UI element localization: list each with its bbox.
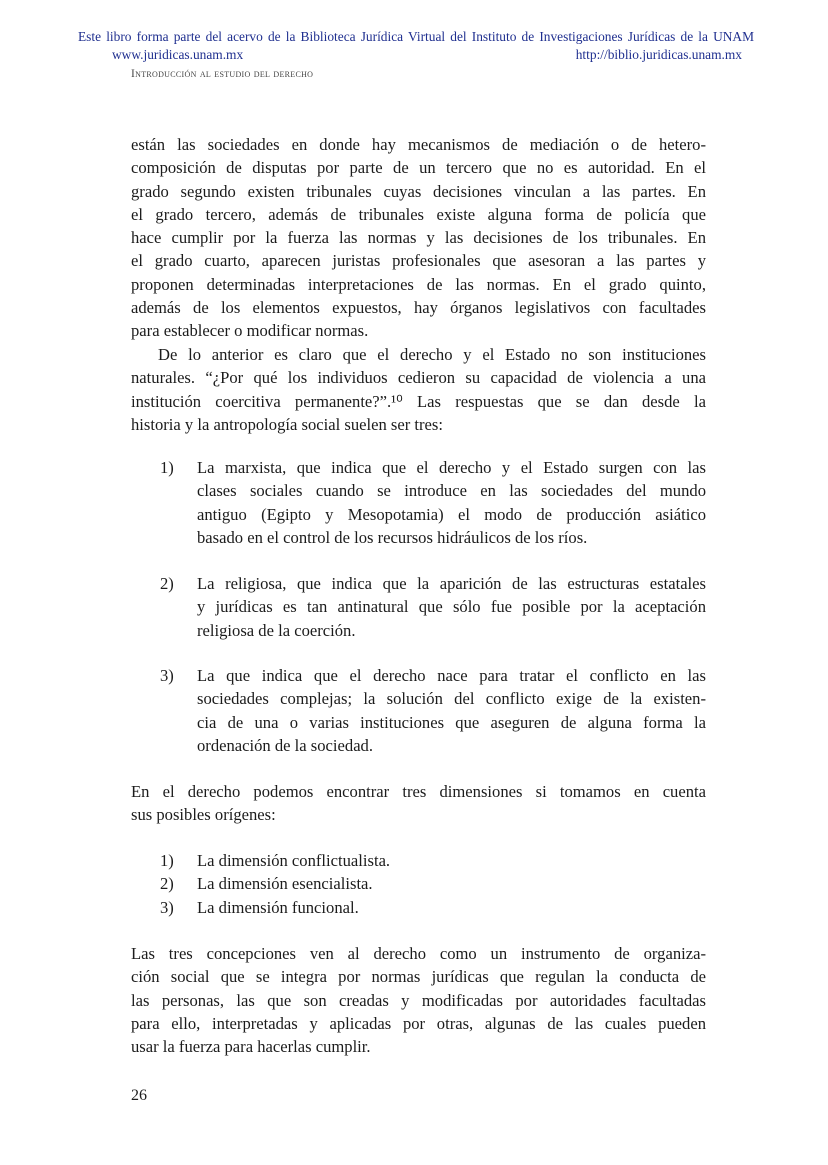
text-line: para establecer o modificar normas. [131,321,369,341]
paragraph-4 [131,942,706,1058]
text-line: En el derecho podemos encontrar tres dimensiones si tomamos en cuenta [131,782,706,801]
running-title: Introducción al estudio del derecho [131,68,314,80]
list-item-text [197,664,706,757]
text-line: historia y la antropología social suelen ser tres: [131,414,443,434]
text-line: las personas, las que son creadas y modificadas por autoridades facultadas [131,990,706,1010]
text-line: religiosa de la coerción. [197,620,356,640]
list-number: 1) [160,458,174,477]
text-line: hace cumplir por la fuerza las normas y las decisiones de los tribunales. En [131,228,706,248]
page-number: 26 [131,1087,147,1104]
header-urls [112,47,742,63]
text-line: ordenación de la sociedad. [197,735,374,755]
text-line: sociedades complejas; la solución del conflicto exige de la existen- [197,689,706,709]
list-item-text [197,849,706,872]
list-item-text [197,872,706,895]
text-line: además de los elementos expuestos, hay órganos legislativos con facultades [131,298,706,318]
text-line: grado segundo existen tribunales cuyas decisiones vinculan a las partes. En [131,181,706,201]
list-item-text [197,896,706,919]
text-line: clases sociales cuando se introduce en las sociedades del mundo [197,481,706,501]
text-line: el grado tercero, además de tribunales existe alguna forma de policía que [131,204,706,224]
text-line: naturales. “¿Por qué los individuos cedieron su capacidad de violencia a una [131,368,706,388]
text-line: La religiosa, que indica que la aparición de las estructuras estatales [197,574,706,593]
text-line: Las tres concepciones ven al derecho como un instrumento de organiza- [131,944,706,963]
text-line: institución coercitiva permanente?”.¹⁰ Las respuestas que se dan desde la [131,391,706,411]
text-line: cia de una o varias instituciones que aseguren de alguna forma la [197,712,706,732]
text-line: La marxista, que indica que el derecho y el Estado surgen con las [197,458,706,477]
text-line: para ello, interpretadas y aplicadas por otras, algunas de las cuales pueden [131,1013,706,1033]
text-line: La que indica que el derecho nace para tratar el conflicto en las [197,666,706,685]
list-number: 2) [160,574,174,593]
list-number: 3) [160,898,174,917]
text-line: ción social que se integra por normas jurídicas que regulan la conducta de [131,967,706,987]
list-item-text [197,572,706,642]
paragraph-2 [131,343,706,436]
list-item-text [197,456,706,549]
text-line: usar la fuerza para hacerlas cumplir. [131,1037,371,1057]
text-line: composición de disputas por parte de un tercero que no es autoridad. En el [131,158,706,178]
paragraph-3 [131,780,706,827]
text-line: proponen determinadas interpretaciones de las normas. En el grado quinto, [131,274,706,294]
paragraph-1 [131,133,706,343]
text-line: La dimensión esencialista. [197,874,373,893]
text-line: antiguo (Egipto y Mesopotamia) el modo de producción asiático [197,504,706,524]
text-line: De lo anterior es claro que el derecho y el Estado no son instituciones [158,345,706,364]
text-line: están las sociedades en donde hay mecanismos de mediación o de hetero- [131,135,706,154]
url-right-link[interactable]: http://biblio.juridicas.unam.mx [575,47,742,62]
text-line: La dimensión funcional. [197,898,359,917]
text-line: La dimensión conflictualista. [197,851,391,870]
text-line: el grado cuarto, aparecen juristas profesionales que asesoran a las partes y [131,251,706,271]
list-number: 3) [160,666,174,685]
text-line: sus posibles orígenes: [131,805,276,825]
list-number: 1) [160,851,174,870]
list-number: 2) [160,874,174,893]
url-left-link[interactable]: www.juridicas.unam.mx [112,47,244,62]
library-notice: Este libro forma parte del acervo de la Biblioteca Jurídica Virtual del Instituto de Investigaciones Jurídicas de la UNAM [78,29,754,44]
text-line: basado en el control de los recursos hidráulicos de los ríos. [197,527,588,547]
text-line: y jurídicas es tan antinatural que sólo fue posible por la aceptación [197,597,706,617]
